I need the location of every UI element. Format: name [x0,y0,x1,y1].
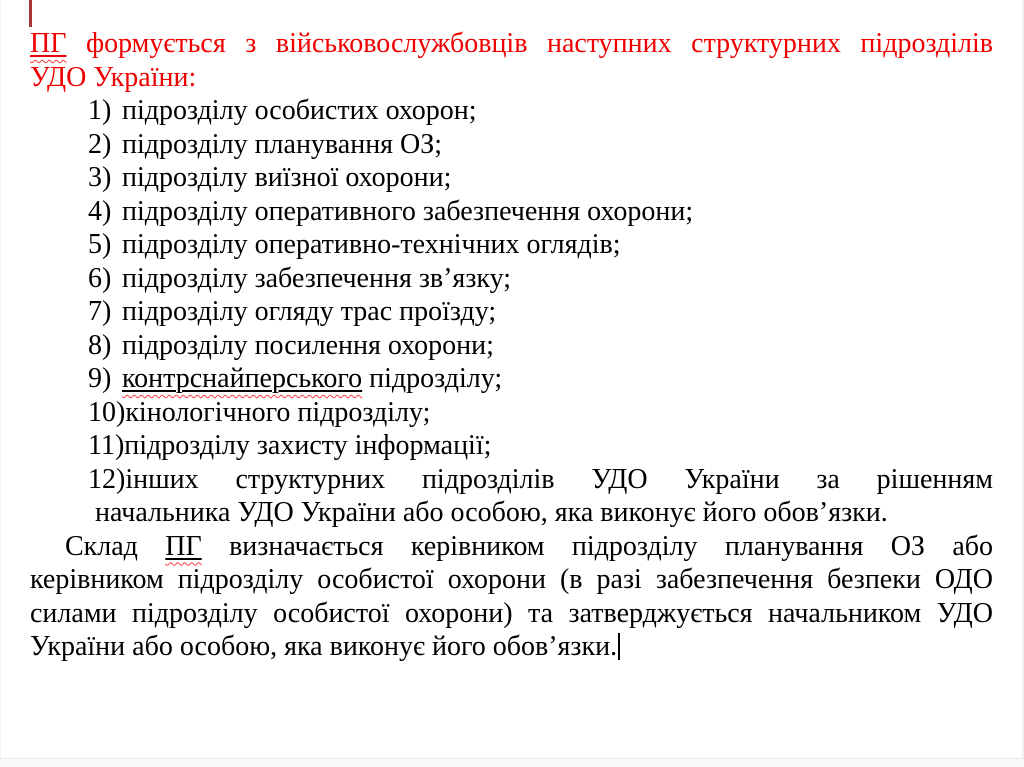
list-number: 9) [88,363,112,394]
list-number: 11) [88,430,125,461]
closing-text: Склад [65,530,166,562]
intro-line-1 [30,27,993,61]
flagged-word-text: контрснайперського [122,363,363,394]
closing-text: керівником підрозділу особистої охорони (в разі забезпечення безпеки ОДО [30,564,993,595]
list-number: 8) [88,329,112,361]
list-item-text: підрозділу особистих охорон; [122,95,477,126]
list-item-12-line-2 [30,496,993,530]
page-edge-left [0,0,1,767]
closing-line-3 [30,597,993,631]
list-number: 6) [88,262,112,294]
spellcheck-flagged-word [165,531,201,562]
list-number: 1) [88,95,112,126]
list-number: 4) [88,195,112,227]
list-item-2 [30,128,993,162]
list-item-text: кінологічного підрозділу; [125,396,431,428]
intro-line-1-text: формується з військовослужбовців наступних структурних підрозділів [66,28,993,59]
intro-line-2 [30,61,993,95]
abbreviation-pg: ПГ [30,28,67,59]
list-number: 12) [88,463,126,495]
page-edge-bottom [0,758,1024,767]
list-item-12-line-1 [30,463,993,497]
list-item-text: підрозділу виїзної охорони; [122,162,452,193]
closing-line-2 [30,563,993,597]
list-item-5 [30,228,993,262]
list-item-text: підрозділу оперативного забезпечення охорони; [122,195,694,227]
list-number: 10) [88,396,126,428]
list-item-text: підрозділу; [362,363,503,394]
list-number: 2) [88,128,112,160]
list-item-3 [30,161,993,195]
list-number: 5) [88,229,112,260]
closing-line-4 [30,630,993,664]
closing-text: України або особою, яка виконує його обов’язки. [30,631,618,662]
closing-text: силами підрозділу особистої охорони) та затверджується начальником УДО [30,597,993,629]
list-item-4 [30,195,993,229]
list-item-10 [30,396,993,430]
list-item-text: інших структурних підрозділів УДО України за рішенням [125,463,993,495]
list-item-9 [30,362,993,396]
list-item-text: підрозділу огляду трас проїзду; [122,296,497,327]
list-item-6 [30,262,993,296]
list-item-8 [30,329,993,363]
list-number: 7) [88,296,112,327]
list-item-text: підрозділу планування ОЗ; [122,128,443,160]
spellcheck-flagged-word [122,363,362,394]
abbreviation-pg: ПГ [165,530,202,562]
closing-line-1 [30,530,993,564]
text-caret [618,633,620,660]
list-item-text: підрозділу посилення охорони; [122,329,494,361]
closing-text: визначається керівником підрозділу планування ОЗ або [201,530,993,562]
list-item-1 [30,94,993,128]
intro-line-2-text: УДО України: [30,61,197,93]
list-item-text: підрозділу захисту інформації; [124,430,492,461]
list-item-text: підрозділу забезпечення зв’язку; [122,262,511,294]
list-item-text: начальника УДО України або особою, яка виконує його обов’язки. [95,497,888,528]
spellcheck-flagged-word [30,28,66,59]
list-number: 3) [88,162,112,193]
list-item-11 [30,429,993,463]
list-item-text: підрозділу оперативно-технічних оглядів; [122,229,621,260]
list-item-7 [30,295,993,329]
